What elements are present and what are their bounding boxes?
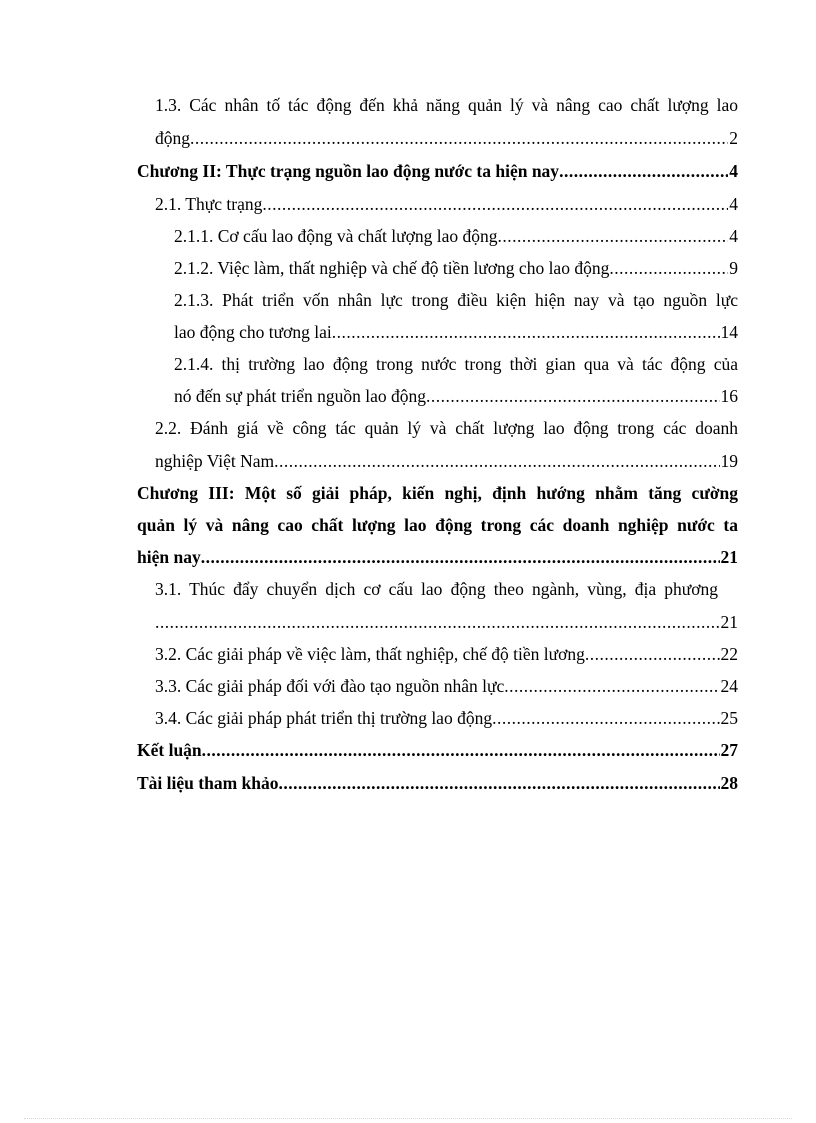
toc-entry-text: 3.2. Các giải pháp về việc làm, thất nghiệp, chế độ tiền lương xyxy=(155,644,585,664)
toc-entry-text: 3.1. Thúc đẩy chuyển dịch cơ cấu lao động theo ngành, vùng, địa phương xyxy=(155,579,718,599)
toc-entry-2-1-3[interactable] xyxy=(174,284,738,316)
toc-entry-text: nghiệp Việt Nam xyxy=(155,451,275,471)
toc-entry-references[interactable] xyxy=(137,767,738,799)
toc-entry-3-4[interactable] xyxy=(155,702,738,734)
toc-page-number: 4 xyxy=(729,226,738,246)
dot-leader xyxy=(262,188,728,220)
dot-leader xyxy=(332,316,720,348)
toc-page-number: 4 xyxy=(729,161,738,181)
dot-leader xyxy=(202,734,720,766)
toc-page-number: 2 xyxy=(729,128,738,148)
toc-entry-1-3-continued[interactable] xyxy=(155,122,738,154)
toc-entry-1-3[interactable] xyxy=(155,89,738,121)
toc-entry-text: nó đến sự phát triển nguồn lao động xyxy=(174,386,427,406)
toc-entry-text: 3.4. Các giải pháp phát triển thị trường lao động xyxy=(155,708,493,728)
dot-leader xyxy=(155,606,720,638)
dot-leader xyxy=(274,445,719,477)
toc-entry-3-2[interactable] xyxy=(155,638,738,670)
toc-entry-2-2[interactable] xyxy=(155,412,738,444)
toc-page-number: 4 xyxy=(729,194,738,214)
toc-entry-2-1-4[interactable] xyxy=(174,348,738,380)
toc-entry-chapter-3-end[interactable] xyxy=(137,541,738,573)
toc-page-number: 21 xyxy=(720,547,738,567)
toc-entry-text: 1.3. Các nhân tố tác động đến khả năng quản lý và nâng cao chất lượng lao xyxy=(155,95,738,115)
dot-leader xyxy=(559,155,728,187)
toc-entry-chapter-3[interactable] xyxy=(137,477,738,509)
dot-leader xyxy=(504,670,719,702)
toc-page-number: 25 xyxy=(720,708,738,728)
toc-entry-text: Chương III: Một số giải pháp, kiến nghị, định hướng nhằm tăng cường xyxy=(137,483,738,503)
toc-entry-text: động xyxy=(155,128,190,148)
toc-entry-conclusion[interactable] xyxy=(137,734,738,766)
toc-entry-text: 2.1.2. Việc làm, thất nghiệp và chế độ tiền lương cho lao động xyxy=(174,258,610,278)
toc-entry-text: 2.1. Thực trạng xyxy=(155,194,263,214)
toc-entry-text: 2.1.3. Phát triển vốn nhân lực trong điều kiện hiện nay và tạo nguồn lực xyxy=(174,290,738,310)
toc-entry-2-1-4-continued[interactable] xyxy=(174,380,738,412)
dot-leader xyxy=(190,122,728,154)
dot-leader xyxy=(498,220,729,252)
toc-entry-text: hiện nay xyxy=(137,547,201,567)
toc-entry-text: 3.3. Các giải pháp đối với đào tạo nguồn nhân lực xyxy=(155,676,505,696)
toc-page-number: 21 xyxy=(720,612,738,632)
toc-page-number: 9 xyxy=(729,258,738,278)
toc-page-number: 27 xyxy=(720,740,738,760)
toc-entry-text: Chương II: Thực trạng nguồn lao động nước ta hiện nay xyxy=(137,161,560,181)
toc-entry-2-1-2[interactable] xyxy=(174,252,738,284)
toc-entry-text: 2.1.4. thị trường lao động trong nước trong thời gian qua và tác động của xyxy=(174,354,738,374)
toc-entry-text: Kết luận xyxy=(137,740,202,760)
toc-entry-2-2-continued[interactable] xyxy=(155,445,738,477)
dot-leader xyxy=(492,702,719,734)
toc-entry-text: Tài liệu tham khảo xyxy=(137,773,279,793)
toc-entry-3-1-continued[interactable] xyxy=(155,606,738,638)
toc-page-number: 16 xyxy=(720,386,738,406)
dot-leader xyxy=(426,380,719,412)
dot-leader xyxy=(279,767,720,799)
toc-page-number: 14 xyxy=(720,322,738,342)
dot-leader xyxy=(585,638,720,670)
toc-entry-text: 2.1.1. Cơ cấu lao động và chất lượng lao động xyxy=(174,226,498,246)
dot-leader xyxy=(609,252,728,284)
toc-entry-chapter-3-continued[interactable] xyxy=(137,509,738,541)
toc-page-number: 19 xyxy=(720,451,738,471)
toc-page-number: 28 xyxy=(720,773,738,793)
toc-page-number: 24 xyxy=(720,676,738,696)
toc-page-number: 22 xyxy=(720,644,738,664)
toc-entry-chapter-2[interactable] xyxy=(137,155,738,187)
toc-entry-2-1-1[interactable] xyxy=(174,220,738,252)
toc-entry-text: lao động cho tương lai xyxy=(174,322,332,342)
page-bottom-divider xyxy=(24,1118,792,1119)
toc-entry-2-1-3-continued[interactable] xyxy=(174,316,738,348)
dot-leader xyxy=(201,541,720,573)
toc-entry-text: 2.2. Đánh giá về công tác quản lý và chất lượng lao động trong các doanh xyxy=(155,418,738,438)
toc-entry-3-1[interactable] xyxy=(155,573,718,605)
toc-entry-3-3[interactable] xyxy=(155,670,738,702)
toc-entry-2-1[interactable] xyxy=(155,188,738,220)
toc-entry-text: quản lý và nâng cao chất lượng lao động trong các doanh nghiệp nước ta xyxy=(137,515,738,535)
